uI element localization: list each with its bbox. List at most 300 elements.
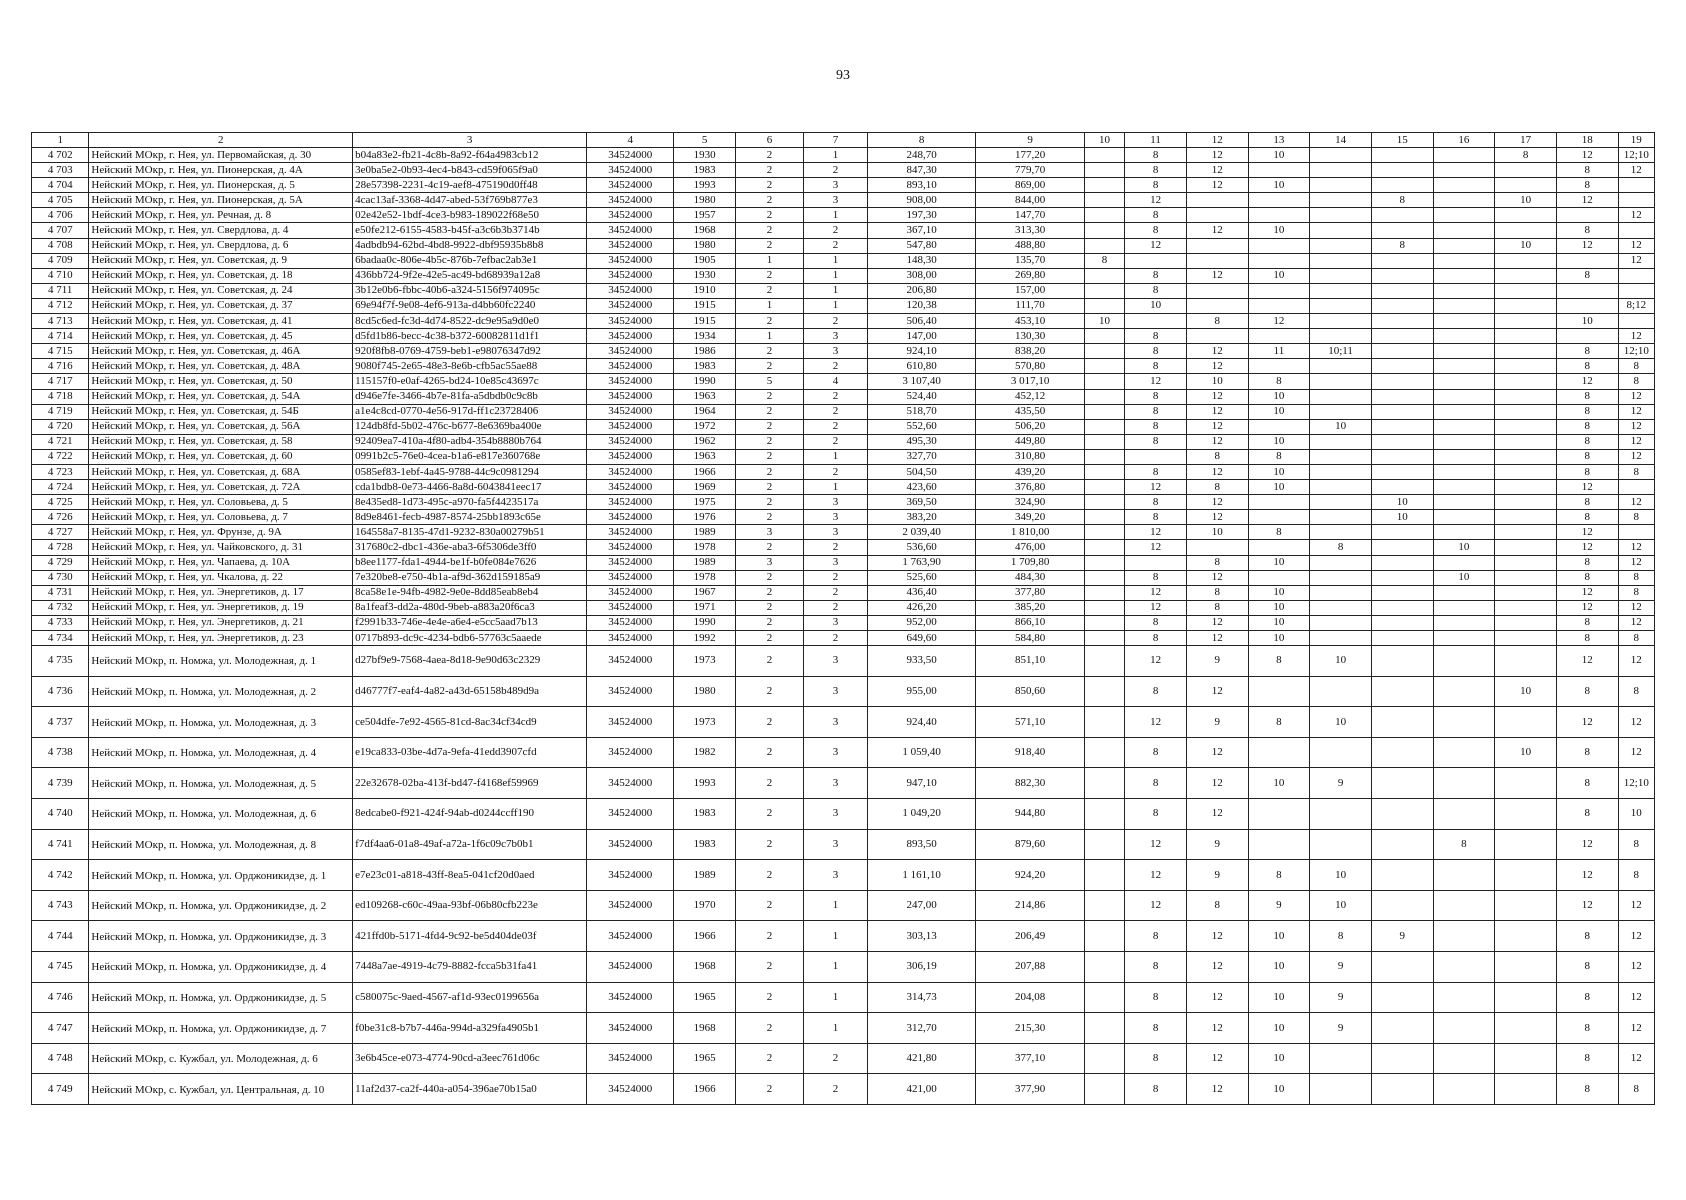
table-row: [32, 495, 1655, 510]
work-code-cell: [1371, 223, 1433, 238]
total-area-cell: 367,10: [867, 223, 975, 238]
address-cell: Нейский МОкр, п. Номжа, ул. Молодежная, д. 5: [89, 768, 353, 799]
oktmo-code-cell: 34524000: [587, 193, 674, 208]
work-code-cell: [1310, 389, 1372, 404]
entrances-cell: 1: [804, 298, 868, 313]
oktmo-code-cell: 34524000: [587, 389, 674, 404]
total-area-cell: 893,50: [867, 829, 975, 860]
work-code-cell: [1433, 860, 1495, 891]
table-row: [32, 555, 1655, 570]
house-guid-cell: b8ee1177-fda1-4944-be1f-b0fe084e7626: [353, 555, 587, 570]
work-code-cell: [1433, 389, 1495, 404]
work-code-cell: [1371, 389, 1433, 404]
work-code-cell: [1310, 829, 1372, 860]
house-guid-cell: 436bb724-9f2e-42e5-ac49-bd68939a12a8: [353, 268, 587, 283]
work-code-cell: [1371, 208, 1433, 223]
work-code-cell: 8: [1618, 585, 1654, 600]
work-code-cell: 12: [1186, 737, 1248, 768]
entrances-cell: 3: [804, 799, 868, 830]
floors-cell: 1: [736, 329, 804, 344]
work-code-cell: [1310, 737, 1372, 768]
house-guid-cell: 164558a7-8135-47d1-9232-830a00279b51: [353, 525, 587, 540]
total-area-cell: 148,30: [867, 253, 975, 268]
address-cell: Нейский МОкр, г. Нея, ул. Первомайская, д. 30: [89, 148, 353, 163]
work-code-cell: [1310, 253, 1372, 268]
living-area-cell: 488,80: [976, 238, 1084, 253]
oktmo-code-cell: 34524000: [587, 449, 674, 464]
house-guid-cell: 920f8fb8-0769-4759-beb1-e98076347d92: [353, 344, 587, 359]
oktmo-code-cell: 34524000: [587, 208, 674, 223]
work-code-cell: [1248, 737, 1310, 768]
oktmo-code-cell: 34524000: [587, 570, 674, 585]
work-code-cell: [1084, 555, 1124, 570]
work-code-cell: 8: [1556, 449, 1618, 464]
work-code-cell: 8: [1125, 952, 1187, 983]
work-code-cell: [1310, 314, 1372, 329]
work-code-cell: [1371, 676, 1433, 707]
oktmo-code-cell: 34524000: [587, 434, 674, 449]
work-code-cell: 12: [1186, 163, 1248, 178]
address-cell: Нейский МОкр, г. Нея, ул. Советская, д. 41: [89, 314, 353, 329]
work-code-cell: [1310, 193, 1372, 208]
build-year-cell: 1966: [674, 464, 736, 479]
table-row: [32, 829, 1655, 860]
total-area-cell: 955,00: [867, 676, 975, 707]
entrances-cell: 2: [804, 389, 868, 404]
oktmo-code-cell: 34524000: [587, 374, 674, 389]
work-code-cell: [1618, 525, 1654, 540]
living-area-cell: 439,20: [976, 464, 1084, 479]
floors-cell: 2: [736, 737, 804, 768]
work-code-cell: 8: [1186, 449, 1248, 464]
living-area-cell: 269,80: [976, 268, 1084, 283]
work-code-cell: 8: [1556, 163, 1618, 178]
table-row: [32, 631, 1655, 646]
entrances-cell: 1: [804, 952, 868, 983]
work-code-cell: [1495, 615, 1557, 630]
total-area-cell: 421,00: [867, 1074, 975, 1105]
work-code-cell: [1495, 434, 1557, 449]
work-code-cell: 12: [1186, 404, 1248, 419]
work-code-cell: [1310, 329, 1372, 344]
table-row: [32, 921, 1655, 952]
row-number-cell: 4 726: [32, 510, 89, 525]
work-code-cell: 12;10: [1618, 344, 1654, 359]
work-code-cell: 12: [1618, 419, 1654, 434]
work-code-cell: 8: [1556, 344, 1618, 359]
work-code-cell: [1310, 555, 1372, 570]
work-code-cell: 10: [1248, 464, 1310, 479]
row-number-cell: 4 733: [32, 615, 89, 630]
column-number-header: 4: [587, 133, 674, 148]
work-code-cell: 8: [1495, 148, 1557, 163]
work-code-cell: [1495, 389, 1557, 404]
work-code-cell: 10: [1371, 510, 1433, 525]
total-area-cell: 908,00: [867, 193, 975, 208]
work-code-cell: 8: [1556, 1013, 1618, 1044]
total-area-cell: 206,80: [867, 283, 975, 298]
work-code-cell: 10: [1433, 570, 1495, 585]
work-code-cell: [1495, 1043, 1557, 1074]
row-number-cell: 4 704: [32, 178, 89, 193]
floors-cell: 2: [736, 268, 804, 283]
work-code-cell: [1248, 193, 1310, 208]
oktmo-code-cell: 34524000: [587, 860, 674, 891]
living-area-cell: 570,80: [976, 359, 1084, 374]
work-code-cell: 12: [1125, 540, 1187, 555]
row-number-cell: 4 731: [32, 585, 89, 600]
work-code-cell: [1084, 676, 1124, 707]
floors-cell: 2: [736, 359, 804, 374]
work-code-cell: [1371, 298, 1433, 313]
work-code-cell: 10: [1248, 223, 1310, 238]
work-code-cell: [1125, 449, 1187, 464]
address-cell: Нейский МОкр, г. Нея, ул. Свердлова, д. 4: [89, 223, 353, 238]
work-code-cell: [1495, 540, 1557, 555]
work-code-cell: [1371, 982, 1433, 1013]
column-number-header: 10: [1084, 133, 1124, 148]
work-code-cell: 12: [1125, 707, 1187, 738]
total-area-cell: 383,20: [867, 510, 975, 525]
work-code-cell: 12: [1186, 921, 1248, 952]
work-code-cell: [1495, 555, 1557, 570]
work-code-cell: 10: [1248, 768, 1310, 799]
build-year-cell: 1989: [674, 525, 736, 540]
work-code-cell: [1084, 860, 1124, 891]
row-number-cell: 4 719: [32, 404, 89, 419]
row-number-cell: 4 741: [32, 829, 89, 860]
table-row: [32, 480, 1655, 495]
floors-cell: 1: [736, 253, 804, 268]
total-area-cell: 536,60: [867, 540, 975, 555]
address-cell: Нейский МОкр, г. Нея, ул. Советская, д. 48А: [89, 359, 353, 374]
house-guid-cell: 0991b2c5-76e0-4cea-b1a6-e817e360768e: [353, 449, 587, 464]
build-year-cell: 1966: [674, 1074, 736, 1105]
oktmo-code-cell: 34524000: [587, 268, 674, 283]
address-cell: Нейский МОкр, г. Нея, ул. Советская, д. 58: [89, 434, 353, 449]
work-code-cell: [1556, 283, 1618, 298]
work-code-cell: 8: [1556, 768, 1618, 799]
work-code-cell: 10: [1248, 585, 1310, 600]
work-code-cell: 8: [1556, 389, 1618, 404]
address-cell: Нейский МОкр, г. Нея, ул. Энергетиков, д. 21: [89, 615, 353, 630]
house-guid-cell: d5fd1b86-becc-4c38-b372-60082811d1f1: [353, 329, 587, 344]
work-code-cell: 10: [1371, 495, 1433, 510]
living-area-cell: 377,90: [976, 1074, 1084, 1105]
work-code-cell: [1433, 208, 1495, 223]
oktmo-code-cell: 34524000: [587, 480, 674, 495]
work-code-cell: [1084, 510, 1124, 525]
house-guid-cell: a1e4c8cd-0770-4e56-917d-ff1c23728406: [353, 404, 587, 419]
floors-cell: 2: [736, 389, 804, 404]
work-code-cell: [1556, 253, 1618, 268]
build-year-cell: 1990: [674, 615, 736, 630]
address-cell: Нейский МОкр, г. Нея, ул. Советская, д. 9: [89, 253, 353, 268]
floors-cell: 2: [736, 615, 804, 630]
work-code-cell: [1125, 253, 1187, 268]
floors-cell: 2: [736, 495, 804, 510]
work-code-cell: 8: [1186, 555, 1248, 570]
work-code-cell: 10: [1310, 646, 1372, 677]
work-code-cell: 8: [1248, 646, 1310, 677]
work-code-cell: 9: [1310, 982, 1372, 1013]
work-code-cell: [1084, 329, 1124, 344]
work-code-cell: 8: [1186, 600, 1248, 615]
living-area-cell: 206,49: [976, 921, 1084, 952]
table-row: [32, 890, 1655, 921]
entrances-cell: 2: [804, 314, 868, 329]
oktmo-code-cell: 34524000: [587, 344, 674, 359]
total-area-cell: 649,60: [867, 631, 975, 646]
living-area-cell: 377,80: [976, 585, 1084, 600]
oktmo-code-cell: 34524000: [587, 314, 674, 329]
total-area-cell: 1 049,20: [867, 799, 975, 830]
work-code-cell: [1084, 890, 1124, 921]
row-number-cell: 4 710: [32, 268, 89, 283]
entrances-cell: 1: [804, 921, 868, 952]
house-guid-cell: f2991b33-746e-4e4e-a6e4-e5cc5aad7b13: [353, 615, 587, 630]
work-code-cell: [1084, 268, 1124, 283]
oktmo-code-cell: 34524000: [587, 540, 674, 555]
work-code-cell: 8: [1556, 799, 1618, 830]
work-code-cell: 10: [1248, 404, 1310, 419]
work-code-cell: [1248, 676, 1310, 707]
oktmo-code-cell: 34524000: [587, 1074, 674, 1105]
address-cell: Нейский МОкр, г. Нея, ул. Советская, д. 18: [89, 268, 353, 283]
floors-cell: 2: [736, 404, 804, 419]
work-code-cell: 12: [1556, 890, 1618, 921]
entrances-cell: 1: [804, 982, 868, 1013]
work-code-cell: [1371, 178, 1433, 193]
work-code-cell: [1371, 631, 1433, 646]
floors-cell: 2: [736, 314, 804, 329]
work-code-cell: [1433, 737, 1495, 768]
address-cell: Нейский МОкр, п. Номжа, ул. Молодежная, д. 2: [89, 676, 353, 707]
entrances-cell: 1: [804, 148, 868, 163]
work-code-cell: 8: [1556, 359, 1618, 374]
living-area-cell: 349,20: [976, 510, 1084, 525]
work-code-cell: 12: [1186, 434, 1248, 449]
row-number-cell: 4 712: [32, 298, 89, 313]
work-code-cell: [1618, 178, 1654, 193]
work-code-cell: 12: [1618, 404, 1654, 419]
work-code-cell: [1084, 1074, 1124, 1105]
address-cell: Нейский МОкр, г. Нея, ул. Советская, д. 24: [89, 283, 353, 298]
living-area-cell: 313,30: [976, 223, 1084, 238]
address-cell: Нейский МОкр, г. Нея, ул. Советская, д. 72А: [89, 480, 353, 495]
build-year-cell: 1966: [674, 921, 736, 952]
work-code-cell: [1084, 952, 1124, 983]
address-cell: Нейский МОкр, г. Нея, ул. Советская, д. 45: [89, 329, 353, 344]
work-code-cell: 8: [1125, 676, 1187, 707]
floors-cell: 2: [736, 982, 804, 1013]
row-number-cell: 4 707: [32, 223, 89, 238]
work-code-cell: 8: [1556, 434, 1618, 449]
work-code-cell: [1433, 344, 1495, 359]
table-row: [32, 525, 1655, 540]
floors-cell: 2: [736, 283, 804, 298]
address-cell: Нейский МОкр, п. Номжа, ул. Орджоникидзе, д. 2: [89, 890, 353, 921]
living-area-cell: 377,10: [976, 1043, 1084, 1074]
work-code-cell: 12: [1186, 615, 1248, 630]
work-code-cell: [1495, 707, 1557, 738]
work-code-cell: [1371, 829, 1433, 860]
work-code-cell: 12: [1556, 829, 1618, 860]
work-code-cell: [1248, 253, 1310, 268]
living-area-cell: 1 810,00: [976, 525, 1084, 540]
work-code-cell: 12: [1248, 314, 1310, 329]
row-number-cell: 4 708: [32, 238, 89, 253]
column-number-header: 7: [804, 133, 868, 148]
work-code-cell: 12: [1186, 676, 1248, 707]
work-code-cell: 8: [1125, 510, 1187, 525]
work-code-cell: [1556, 329, 1618, 344]
work-code-cell: [1310, 1074, 1372, 1105]
row-number-cell: 4 717: [32, 374, 89, 389]
work-code-cell: [1495, 344, 1557, 359]
work-code-cell: [1310, 298, 1372, 313]
row-number-cell: 4 737: [32, 707, 89, 738]
floors-cell: 2: [736, 768, 804, 799]
total-area-cell: 3 107,40: [867, 374, 975, 389]
work-code-cell: 12: [1618, 253, 1654, 268]
address-cell: Нейский МОкр, п. Номжа, ул. Орджоникидзе, д. 5: [89, 982, 353, 1013]
entrances-cell: 2: [804, 404, 868, 419]
work-code-cell: [1433, 1043, 1495, 1074]
work-code-cell: [1084, 298, 1124, 313]
work-code-cell: 8: [1125, 208, 1187, 223]
work-code-cell: 8: [1125, 434, 1187, 449]
house-guid-cell: 6badaa0c-806e-4b5c-876b-7efbac2ab3e1: [353, 253, 587, 268]
build-year-cell: 1978: [674, 540, 736, 555]
table-row: [32, 223, 1655, 238]
entrances-cell: 3: [804, 178, 868, 193]
work-code-cell: 9: [1186, 707, 1248, 738]
work-code-cell: 8: [1125, 768, 1187, 799]
work-code-cell: [1433, 434, 1495, 449]
work-code-cell: [1495, 374, 1557, 389]
work-code-cell: [1084, 480, 1124, 495]
entrances-cell: 2: [804, 1043, 868, 1074]
total-area-cell: 1 059,40: [867, 737, 975, 768]
house-guid-cell: ed109268-c60c-49aa-93bf-06b80cfb223e: [353, 890, 587, 921]
floors-cell: 2: [736, 890, 804, 921]
work-code-cell: [1248, 540, 1310, 555]
column-number-header: 19: [1618, 133, 1654, 148]
address-cell: Нейский МОкр, п. Номжа, ул. Молодежная, д. 8: [89, 829, 353, 860]
work-code-cell: 12: [1556, 646, 1618, 677]
work-code-cell: 8: [1310, 540, 1372, 555]
build-year-cell: 1986: [674, 344, 736, 359]
work-code-cell: [1371, 480, 1433, 495]
floors-cell: 2: [736, 148, 804, 163]
work-code-cell: 12: [1556, 585, 1618, 600]
table-row: [32, 737, 1655, 768]
living-area-cell: 850,60: [976, 676, 1084, 707]
work-code-cell: [1084, 615, 1124, 630]
total-area-cell: 421,80: [867, 1043, 975, 1074]
living-area-cell: 571,10: [976, 707, 1084, 738]
oktmo-code-cell: 34524000: [587, 329, 674, 344]
work-code-cell: 10: [1248, 389, 1310, 404]
total-area-cell: 369,50: [867, 495, 975, 510]
house-guid-cell: 9080f745-2e65-48e3-8e6b-cfb5ac55ae88: [353, 359, 587, 374]
work-code-cell: [1618, 314, 1654, 329]
total-area-cell: 952,00: [867, 615, 975, 630]
table-row: [32, 1043, 1655, 1074]
entrances-cell: 3: [804, 525, 868, 540]
table-row: [32, 600, 1655, 615]
work-code-cell: 8: [1618, 359, 1654, 374]
address-cell: Нейский МОкр, п. Номжа, ул. Орджоникидзе, д. 1: [89, 860, 353, 891]
work-code-cell: [1371, 268, 1433, 283]
work-code-cell: 8: [1186, 314, 1248, 329]
total-area-cell: 524,40: [867, 389, 975, 404]
work-code-cell: [1248, 419, 1310, 434]
build-year-cell: 1930: [674, 148, 736, 163]
work-code-cell: [1433, 768, 1495, 799]
oktmo-code-cell: 34524000: [587, 1043, 674, 1074]
entrances-cell: 3: [804, 495, 868, 510]
work-code-cell: [1495, 921, 1557, 952]
total-area-cell: 303,13: [867, 921, 975, 952]
work-code-cell: [1371, 344, 1433, 359]
living-area-cell: 838,20: [976, 344, 1084, 359]
table-row: [32, 193, 1655, 208]
total-area-cell: 423,60: [867, 480, 975, 495]
work-code-cell: [1371, 525, 1433, 540]
row-number-cell: 4 703: [32, 163, 89, 178]
build-year-cell: 1980: [674, 238, 736, 253]
build-year-cell: 1964: [674, 404, 736, 419]
house-guid-cell: d27bf9e9-7568-4aea-8d18-9e90d63c2329: [353, 646, 587, 677]
work-code-cell: [1495, 585, 1557, 600]
build-year-cell: 1905: [674, 253, 736, 268]
house-guid-cell: d46777f7-eaf4-4a82-a43d-65158b489d9a: [353, 676, 587, 707]
work-code-cell: [1371, 374, 1433, 389]
work-code-cell: 12: [1186, 1043, 1248, 1074]
work-code-cell: [1433, 268, 1495, 283]
work-code-cell: [1186, 283, 1248, 298]
work-code-cell: 12: [1186, 982, 1248, 1013]
floors-cell: 2: [736, 1013, 804, 1044]
work-code-cell: 12: [1618, 646, 1654, 677]
entrances-cell: 2: [804, 359, 868, 374]
work-code-cell: [1371, 419, 1433, 434]
oktmo-code-cell: 34524000: [587, 525, 674, 540]
work-code-cell: [1371, 464, 1433, 479]
work-code-cell: 8: [1125, 799, 1187, 830]
house-guid-cell: 317680c2-dbc1-436e-aba3-6f5306de3ff0: [353, 540, 587, 555]
work-code-cell: 8: [1618, 510, 1654, 525]
work-code-cell: 10: [1248, 268, 1310, 283]
oktmo-code-cell: 34524000: [587, 510, 674, 525]
entrances-cell: 1: [804, 1013, 868, 1044]
house-guid-cell: e7e23c01-a818-43ff-8ea5-041cf20d0aed: [353, 860, 587, 891]
row-number-cell: 4 724: [32, 480, 89, 495]
build-year-cell: 1971: [674, 600, 736, 615]
row-number-cell: 4 730: [32, 570, 89, 585]
work-code-cell: 12: [1186, 344, 1248, 359]
build-year-cell: 1965: [674, 982, 736, 1013]
oktmo-code-cell: 34524000: [587, 178, 674, 193]
oktmo-code-cell: 34524000: [587, 676, 674, 707]
build-year-cell: 1968: [674, 223, 736, 238]
work-code-cell: 8: [1618, 860, 1654, 891]
total-area-cell: 504,50: [867, 464, 975, 479]
work-code-cell: [1433, 193, 1495, 208]
entrances-cell: 2: [804, 585, 868, 600]
